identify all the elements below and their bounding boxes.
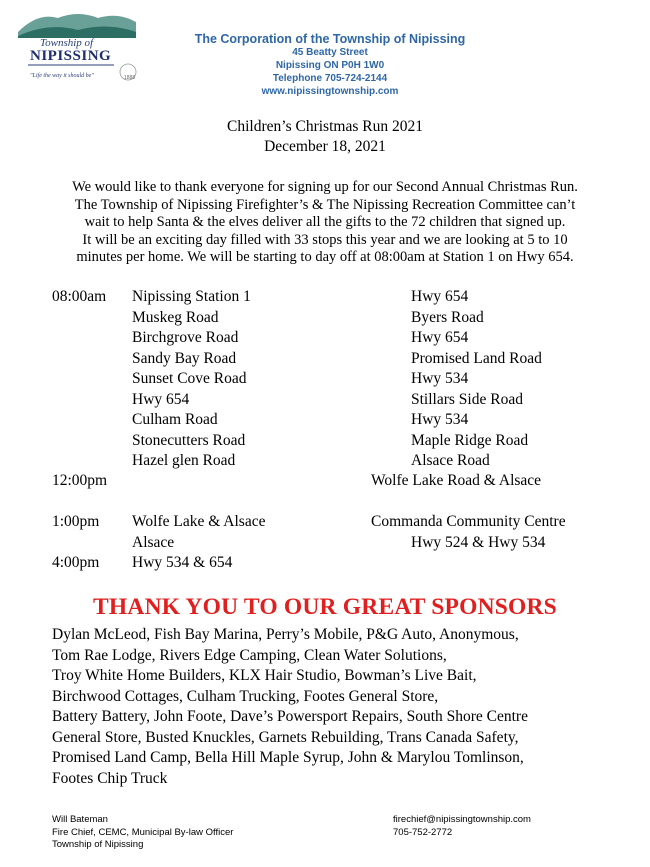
organization-phone: Telephone 705-724-2144	[272, 73, 388, 84]
schedule-stop: Birchgrove Road	[132, 329, 239, 346]
schedule-morning-left	[132, 287, 251, 472]
schedule-stop: Stonecutters Road	[132, 431, 246, 449]
schedule-time-noon: 12:00pm	[52, 472, 108, 489]
schedule-stop: Hwy 534 & 654	[132, 554, 233, 571]
schedule-stop: Wolfe Lake Road & Alsace	[371, 472, 542, 489]
sponsors-line: Birchwood Cottages, Culham Trucking, Footes General Store,	[52, 687, 439, 705]
schedule-stop: Hwy 534	[411, 411, 469, 428]
sponsors-line: Promised Land Camp, Bella Hill Maple Syrup, John & Marylou Tomlinson,	[52, 749, 524, 766]
logo-name-text: NIPISSING	[30, 48, 112, 64]
sponsors-line: Dylan McLeod, Fish Bay Marina, Perry’s Mobile, P&G Auto, Anonymous,	[52, 626, 519, 643]
schedule-stop: Hazel glen Road	[132, 452, 236, 469]
schedule-stop: Muskeg Road	[132, 308, 219, 326]
sponsors-heading: THANK YOU TO OUR GREAT SPONSORS	[93, 594, 557, 620]
sponsors-list	[52, 625, 528, 789]
event-heading	[0, 117, 650, 157]
schedule-stop: Hwy 524 & Hwy 534	[411, 533, 546, 551]
footer-title: Fire Chief, CEMC, Municipal By-law Officer	[52, 826, 234, 838]
sponsors-line: Battery Battery, John Foote, Dave’s Powersport Repairs, South Shore Centre	[52, 708, 528, 725]
schedule-stop: Commanda Community Centre	[371, 513, 566, 530]
schedule-afternoon-left	[132, 512, 265, 553]
organization-website[interactable]: www.nipissingtownship.com	[261, 86, 399, 97]
schedule-stop: Hwy 654	[411, 329, 469, 346]
footer-contact	[393, 814, 531, 839]
intro-line: minutes per home. We will be starting to day off at 08:00am at Station 1 on Hwy 654.	[76, 249, 574, 266]
schedule-stop: Culham Road	[132, 411, 218, 428]
footer-signature	[52, 814, 233, 852]
township-logo	[18, 10, 138, 80]
logo-motto: "Life the way it should be"	[30, 73, 94, 79]
sponsors-line: Footes Chip Truck	[52, 769, 168, 787]
organization-name: The Corporation of the Township of Nipissing	[194, 32, 466, 46]
intro-paragraph	[20, 179, 630, 267]
footer-email[interactable]: firechief@nipissingtownship.com	[393, 814, 531, 825]
footer-phone: 705-752-2772	[393, 826, 453, 838]
organization-address-street: 45 Beatty Street	[292, 47, 368, 58]
intro-line: It will be an exciting day filled with 33 stops this year and we are looking at 5 to 10	[82, 231, 568, 248]
schedule-stop: Nipissing Station 1	[132, 288, 251, 305]
schedule-time-morning: 08:00am	[52, 288, 107, 305]
intro-line: We would like to thank everyone for signing up for our Second Annual Christmas Run.	[72, 179, 578, 195]
schedule-stop: Alsace	[132, 533, 175, 551]
schedule-stop: Byers Road	[411, 308, 484, 326]
intro-line: wait to help Santa & the elves deliver all the gifts to the 72 children that signed up.	[84, 214, 566, 231]
schedule-stop: Hwy 654	[411, 288, 469, 305]
intro-line: The Township of Nipissing Firefighter’s & The Nipissing Recreation Committee can’t	[74, 196, 576, 213]
sponsors-line: Tom Rae Lodge, Rivers Edge Camping, Clean Water Solutions,	[52, 646, 447, 664]
organization-address-city: Nipissing ON P0H 1W0	[275, 60, 385, 71]
schedule-stop: Sandy Bay Road	[132, 349, 237, 367]
organization-header	[170, 32, 490, 98]
schedule-time-afternoon: 1:00pm	[52, 513, 100, 530]
event-date: December 18, 2021	[264, 138, 386, 155]
footer-name: Will Bateman	[52, 814, 108, 825]
schedule-stop: Hwy 654	[132, 390, 190, 408]
schedule-time-late: 4:00pm	[52, 554, 100, 571]
schedule-stop: Sunset Cove Road	[132, 370, 247, 387]
footer-org: Township of Nipissing	[52, 839, 144, 850]
schedule-stop: Maple Ridge Road	[411, 431, 529, 449]
sponsors-line: General Store, Busted Knuckles, Garnets Rebuilding, Trans Canada Safety,	[52, 728, 519, 746]
schedule-stop: Stillars Side Road	[411, 390, 523, 408]
schedule-morning-right	[411, 287, 542, 472]
sponsors-line: Troy White Home Builders, KLX Hair Studio, Bowman’s Live Bait,	[52, 667, 477, 684]
schedule-stop: Promised Land Road	[411, 349, 542, 367]
logo-township-text: Township of	[40, 37, 94, 49]
event-title: Children’s Christmas Run 2021	[227, 118, 423, 135]
schedule-stop: Wolfe Lake & Alsace	[132, 513, 266, 530]
logo-year: 1888	[124, 75, 136, 81]
schedule-stop: Alsace Road	[411, 452, 490, 469]
schedule-stop: Hwy 534	[411, 370, 469, 387]
